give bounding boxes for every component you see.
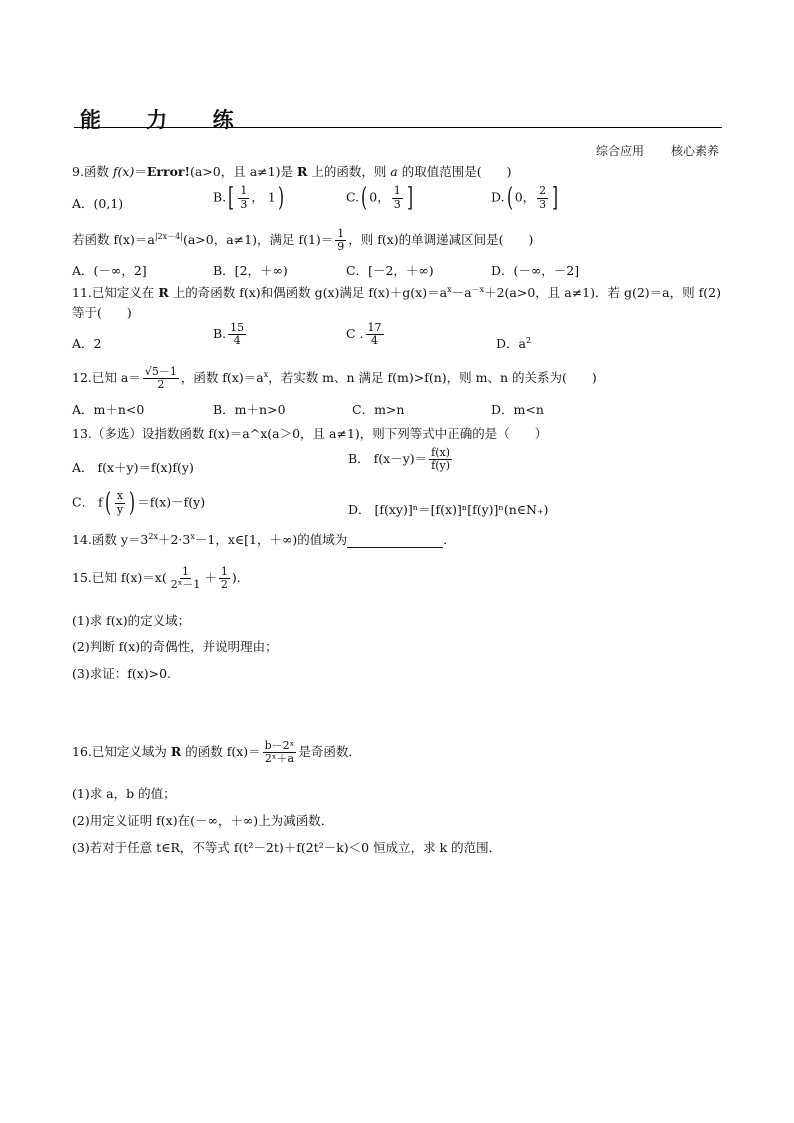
question-10-option-d: D．(－∞，－2]: [491, 263, 580, 278]
question-12-option-b: B．m＋n>0: [213, 402, 286, 417]
question-10-option-b: B．[2，＋∞): [213, 263, 288, 278]
question-11-stem: 11.已知定义在 R 上的奇函数 f(x)和偶函数 g(x)满足 $f(x)+g(x)=a^x-a^{-x}+2(a>0$，且 a≠1)．若 g(2)＝a，则 f(2): [72, 284, 721, 300]
question-11-option-c: C . $\frac{17}{4}$: [346, 321, 382, 348]
question-11-option-d: D．$a^2$: [496, 335, 532, 351]
question-13-option-c: C． f( $\frac{x}{y}$ ) ＝f(x)－f(y): [72, 488, 206, 518]
question-15-part-2: (2)判断 f(x)的奇偶性，并说明理由；: [72, 639, 278, 654]
question-13-option-b: B． f(x－y)＝ $\frac{f(x)}{f(y)}$: [348, 446, 451, 473]
question-16-stem: 16.已知定义域为 R 的函数 f(x)＝ $\frac{\text{b－2ˣ}}{\text{2ˣ＋a}}$ 是奇函数．: [72, 739, 361, 766]
question-10-option-a: A．(－∞，2]: [72, 263, 147, 278]
question-12-stem: 12.已知 a＝ $\frac{√5-1}{2}$ ，函数 $f(x)=a^x$，若实数 m、n 满足 f(m)>f(n)，则 m、n 的关系为( ): [72, 365, 597, 392]
question-15-part-3: (3)求证：f(x)>0.: [72, 666, 172, 681]
title-underline: [74, 127, 722, 128]
question-10-stem: 若函数 $f(x)=a^{|2x-4|}(a>0$，a≠1)，满足 f(1)＝ $\frac{1}{9}$ ，则 f(x)的单调递减区间是( ): [72, 227, 534, 254]
question-11-option-b: B. $\frac{15}{4}$: [213, 321, 245, 348]
question-9-stem: 9.函数 f(x)＝Error!(a>0，且 a≠1)是 R 上的函数，则 a 的取值范围是( ): [72, 164, 512, 179]
question-14-stem: 14.函数 $y=3^{2x}+2\cdot 3^x-1$，x∈[1，＋∞)的值域为 ．: [72, 531, 456, 547]
question-9-option-a: A．(0,1): [72, 196, 124, 211]
question-13-option-a: A． f(x＋y)＝f(x)f(y): [72, 460, 194, 475]
question-10-option-c: C．[－2，＋∞): [346, 263, 434, 278]
question-13-stem: 13.（多选）设指数函数 f(x)＝a^x(a＞0，且 a≠1)，则下列等式中正确的是（ ）: [72, 426, 548, 441]
question-16-part-3: (3)若对于任意 t∈R，不等式 f(t²－2t)＋f(2t²－k)＜0 恒成立，求 k 的范围．: [72, 840, 502, 855]
question-15-stem: 15.已知 f(x)＝x( $\frac{1}{\text{2ˣ－1}}$ ＋ $\frac{1}{2}$ )．: [72, 565, 250, 592]
category-label-right: 核心素养: [671, 144, 720, 158]
section-title: 能 力 练: [80, 107, 253, 132]
question-12-option-c: C．m>n: [352, 402, 405, 417]
question-15-part-1: (1)求 f(x)的定义域；: [72, 613, 191, 628]
question-13-option-d: D． [f(xy)]ⁿ＝[f(x)]ⁿ[f(y)]ⁿ(n∈N₊): [348, 502, 549, 517]
question-16-part-2: (2)用定义证明 f(x)在(－∞，＋∞)上为减函数．: [72, 813, 334, 828]
question-14-answer-blank[interactable]: [347, 535, 443, 548]
question-11-option-a: A．2: [72, 336, 102, 351]
category-label-left: 综合应用: [596, 144, 645, 158]
question-9-option-c: C.( 0， $\frac{1}{3}$ ]: [346, 183, 413, 213]
question-9-option-b: B.[ $\frac{1}{3}$ ， 1): [213, 183, 284, 213]
question-11-stem-continued: 等于( ): [72, 305, 132, 320]
question-12-option-a: A．m＋n<0: [72, 402, 145, 417]
question-9-option-d: D.( 0， $\frac{2}{3}$ ]: [491, 183, 559, 213]
question-16-part-1: (1)求 a，b 的值；: [72, 786, 176, 801]
question-12-option-d: D．m<n: [491, 402, 544, 417]
